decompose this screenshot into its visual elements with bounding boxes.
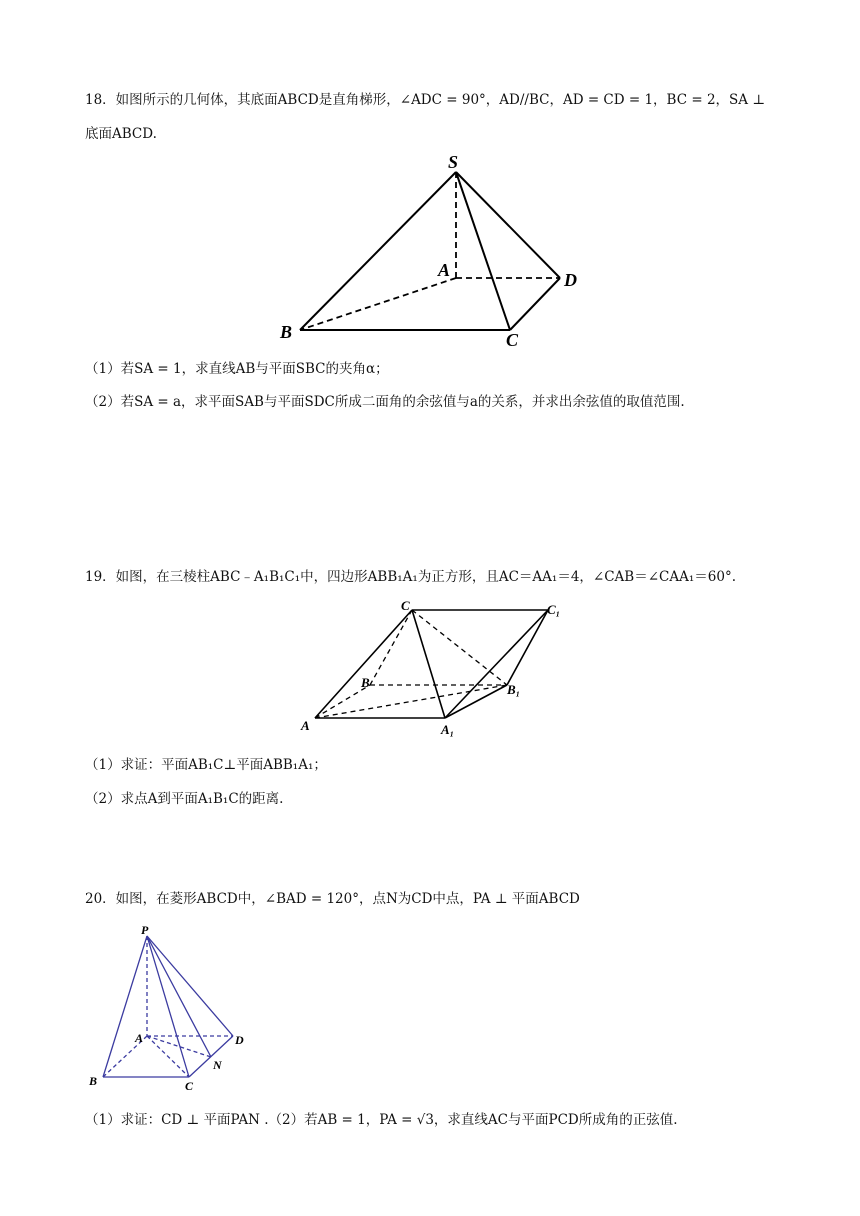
label-C1: C₁ bbox=[547, 602, 561, 617]
label-A: A bbox=[438, 260, 451, 280]
q20-figure bbox=[85, 920, 255, 1095]
edge-PD bbox=[147, 936, 233, 1036]
q20-parts: （1）求证：CD ⊥ 平面PAN .（2）若AB = 1，PA = √3，求直线AC与平面PCD所成角的正弦值. bbox=[85, 1112, 678, 1128]
label-C: C bbox=[506, 330, 519, 350]
edge-CB1 bbox=[412, 610, 507, 685]
edge-SC bbox=[456, 172, 510, 330]
edge-CA bbox=[315, 610, 412, 718]
edge-CD bbox=[189, 1036, 233, 1077]
label-A1: A₁ bbox=[441, 722, 455, 737]
label-D: D bbox=[235, 1033, 244, 1047]
label-B: B bbox=[89, 1074, 98, 1088]
q19-part1: （1）求证：平面AB₁C⊥平面ABB₁A₁； bbox=[85, 757, 327, 773]
q18-part1: （1）若SA = 1，求直线AB与平面SBC的夹角α； bbox=[85, 361, 389, 377]
label-A: A bbox=[301, 718, 310, 733]
edge-SD bbox=[456, 172, 560, 278]
label-S: S bbox=[448, 152, 459, 172]
q18-stem-line2: 底面ABCD. bbox=[85, 126, 157, 142]
q19-figure bbox=[295, 598, 585, 738]
q18-part2: （2）若SA = a，求平面SAB与平面SDC所成二面角的余弦值与a的关系，并求出余弦值的取值范围. bbox=[85, 394, 685, 410]
label-B1: B₁ bbox=[507, 682, 521, 697]
label-B: B bbox=[280, 322, 293, 342]
edge-CD bbox=[510, 278, 560, 330]
edge-AB1 bbox=[315, 685, 507, 718]
label-C: C bbox=[185, 1079, 194, 1093]
label-N: N bbox=[213, 1058, 222, 1072]
q19-stem: 19．如图，在三棱柱ABC﹣A₁B₁C₁中，四边形ABB₁A₁为正方形，且AC＝AA₁＝4，∠CAB＝∠CAA₁＝60°. bbox=[85, 569, 736, 585]
label-B: B bbox=[361, 675, 370, 690]
q18-stem-line1: 18．如图所示的几何体，其底面ABCD是直角梯形，∠ADC = 90°，AD//BC，AD = CD = 1，BC = 2，SA ⊥ bbox=[85, 92, 766, 108]
q19-part2: （2）求点A到平面A₁B₁C的距离. bbox=[85, 791, 284, 807]
q18-figure bbox=[270, 148, 590, 348]
label-P: P bbox=[141, 923, 149, 937]
label-C: C bbox=[401, 598, 410, 613]
edge-CB bbox=[370, 610, 412, 685]
label-D: D bbox=[564, 270, 577, 290]
edge-C1A1 bbox=[445, 610, 548, 718]
edge-AB bbox=[300, 278, 456, 330]
label-A: A bbox=[135, 1031, 144, 1045]
edge-CA1 bbox=[412, 610, 445, 718]
edge-SB bbox=[300, 172, 456, 330]
q20-stem: 20．如图，在菱形ABCD中，∠BAD = 120°，点N为CD中点，PA ⊥ 平面ABCD bbox=[85, 891, 580, 907]
